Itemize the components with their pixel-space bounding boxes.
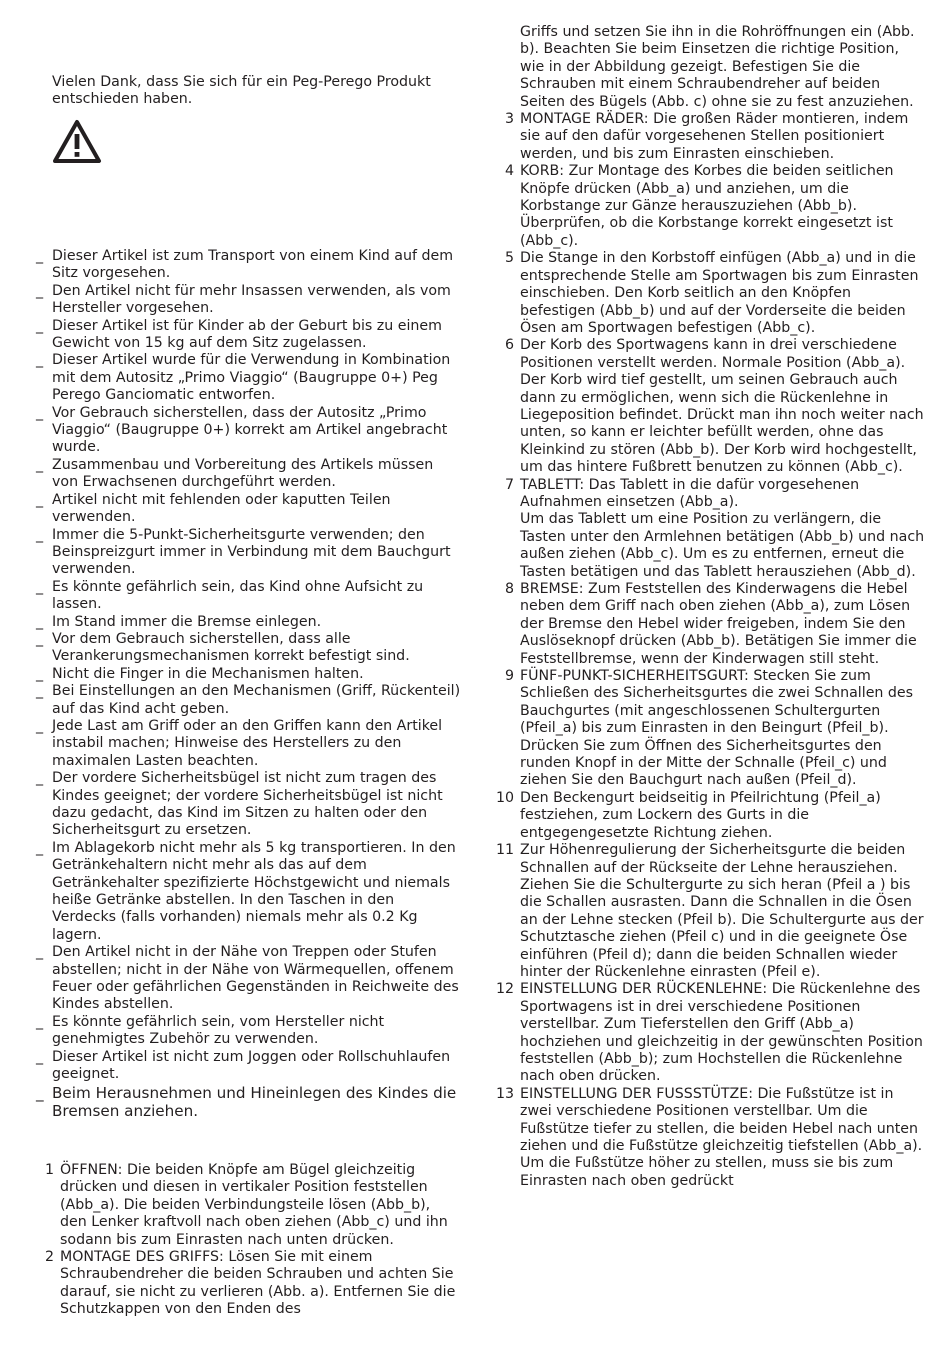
step-item: 8 BREMSE: Zum Feststellen des Kinderwagens die Hebel neben dem Griff nach oben ziehen (Abb_a), zum Lösen der Bremse den Hebel wider freigeben, indem Sie den Auslöseknopf drücken (Abb_b). Betätigen Sie immer die Feststellbremse, wenn der Kinderwagen still steht. [504, 581, 917, 667]
warning-item: _ Dieser Artikel ist zum Transport von einem Kind auf dem Sitz vorgesehen. [36, 248, 454, 282]
warning-item: _ Bei Einstellungen an den Mechanismen (Griff, Rückenteil) auf das Kind acht geben. [36, 683, 461, 717]
warnings-list [36, 248, 461, 1121]
warning-triangle-icon [52, 118, 102, 166]
warning-item: _ Dieser Artikel ist für Kinder ab der Geburt bis zu einem Gewicht von 15 kg auf dem Sitz zugelassen. [36, 317, 442, 352]
warning-item: _ Beim Herausnehmen und Hineinlegen des Kindes die Bremsen anziehen. [36, 1083, 457, 1121]
step-item: 7 TABLETT: Das Tablett in die dafür vorgesehenen Aufnahmen einsetzen (Abb_a). Um das Tablett um eine Position zu verlängern, die Tasten unter den Armlehnen betätigen (Abb_b) und nach außen ziehen (Abb_c). Um es zu entfernen, erneut die Tasten betätigen und das Tablett herausziehen (Abb_d). [504, 476, 925, 580]
step-continuation: Griffs und setzen Sie ihn in die Rohröffnungen ein (Abb. b). Beachten Sie beim Einsetzen die richtige Position, wie in der Abbildung gezeigt. Befestigen Sie die Schrauben mit einem Schraubendreher auf beiden Seiten des Bügels (Abb. c) ohne sie zu fest anzuziehen. [520, 24, 915, 110]
right-column [496, 24, 926, 1190]
warning-item: _ Es könnte gefährlich sein, das Kind ohne Aufsicht zu lassen. [36, 578, 424, 613]
step-item: 3 MONTAGE RÄDER: Die großen Räder montieren, indem sie auf den dafür vorgesehenen Stellen positioniert werden, und bis zum Einrasten einschieben. [504, 111, 909, 162]
step-item: 6 Der Korb des Sportwagens kann in drei verschiedene Positionen verstellt werden. Normale Position (Abb_a). Der Korb wird tief gestellt, um seinen Gebrauch auch dann zu ermöglichen, wenn sich die Rückenlehne in Liegeposition befindet. Drückt man ihn noch weiter nach unten, so kann er leichter befüllt werden, ohne das Kleinkind zu stören (Abb_b). Der Korb wird hochgestellt, um das hintere Fußbrett benutzen zu können (Abb_c). [504, 337, 924, 476]
warning-item: _ Den Artikel nicht in der Nähe von Treppen oder Stufen abstellen; nicht in der Nähe von Wärmequellen, offenem Feuer oder gefährlichen Gegenständen in Reichweite des Kindes abstellen. [36, 944, 459, 1013]
step-item: 11 Zur Höhenregulierung der Sicherheitsgurte die beiden Schnallen auf der Rückseite der Lehne herausziehen. Ziehen Sie die Schultergurte zu sich heran (Pfeil a ) bis die Schallen ausrasten. Dann die Schnallen in die Ösen an der Lehne stecken (Pfeil b). Die Schultergurte aus der Schutztasche ziehen (Pfeil c) und in die geeignete Öse einführen (Pfeil d); dann die beiden Schnallen wieder hinter der Rückenlehne einrasten (Pfeil e). [496, 842, 924, 980]
intro-text: Vielen Dank, dass Sie sich für ein Peg-Perego Produkt entschieden haben. [52, 74, 431, 108]
steps-list-left [36, 1162, 461, 1319]
step-item: 13 EINSTELLUNG DER FUSSSTÜTZE: Die Fußstütze ist in zwei verschiedene Positionen verstellbar. Um die Fußstütze tiefer zu stellen, die beiden Hebel nach unten ziehen und die Fußstütze gleichzeitig tiefstellen (Abb_a). Um die Fußstütze höher zu stellen, muss sie bis zum Einrasten nach oben gedrückt [496, 1085, 923, 1189]
warning-item: _ Der vordere Sicherheitsbügel ist nicht zum tragen des Kindes geeignet; der vordere Sicherheitsbügel ist nicht dazu gedacht, das Kind im Sitzen zu halten oder den Sicherheitsgurt zu ersetzen. [36, 770, 443, 839]
warning-item: _ Dieser Artikel ist nicht zum Joggen oder Rollschuhlaufen geeignet. [36, 1048, 451, 1083]
warning-item: _ Zusammenbau und Vorbereitung des Artikels müssen von Erwachsenen durchgeführt werden. [36, 456, 434, 491]
step-item: 2 MONTAGE DES GRIFFS: Lösen Sie mit einem Schraubendreher die beiden Schrauben und achten Sie darauf, sie nicht zu verlieren (Abb. a). Entfernen Sie die Schutzkappen von den Enden des [44, 1249, 456, 1318]
warning-item: _ Vor Gebrauch sicherstellen, dass der Autositz „Primo Viaggio“ (Baugruppe 0+) korrekt am Artikel angebracht wurde. [36, 404, 448, 456]
step-item: 5 Die Stange in den Korbstoff einfügen (Abb_a) und in die entsprechende Stelle am Sportwagen bis zum Einrasten einschieben. Den Korb seitlich an den Knöpfen befestigen (Abb_b) und auf der Vorderseite die beiden Ösen am Sportwagen befestigen (Abb_c). [504, 250, 919, 336]
warning-item: _ Jede Last am Griff oder an den Griffen kann den Artikel instabil machen; Hinweise des Herstellers zu den maximalen Lasten beachten. [36, 717, 443, 769]
warning-item: _ Es könnte gefährlich sein, vom Hersteller nicht genehmigtes Zubehör zu verwenden. [36, 1013, 385, 1048]
warning-item: _ Dieser Artikel wurde für die Verwendung in Kombination mit dem Autositz „Primo Viaggio“ (Baugruppe 0+) Peg Perego Ganciomatic entworfen. [36, 352, 451, 404]
step-item: 1 ÖFFNEN: Die beiden Knöpfe am Bügel gleichzeitig drücken und diesen in vertikaler Position feststellen (Abb_a). Die beiden Verbindungsteile lösen (Abb_b), den Lenker kraftvoll nach oben ziehen (Abb_c) und ihn sodann bis zum Einrasten nach unten drücken. [44, 1162, 448, 1248]
warning-item: _ Artikel nicht mit fehlenden oder kaputten Teilen verwenden. [36, 491, 391, 526]
steps-list-right [496, 24, 926, 1190]
warning-item: _ Im Stand immer die Bremse einlegen. [36, 613, 322, 630]
step-item: 9 FÜNF-PUNKT-SICHERHEITSGURT: Stecken Sie zum Schließen des Sicherheitsgurtes die zwei Schnallen des Bauchgurtes (mit angeschlossenen Schultergurten (Pfeil_a) bis zum Einrasten in den Beingurt (Pfeil_b). Drücken Sie zum Öffnen des Sicherheitsgurtes den runden Knopf in der Mitte der Schnalle (Pfeil_c) und ziehen Sie den Bauchgurt nach außen (Pfeil_d). [504, 668, 914, 789]
warning-item: _ Immer die 5-Punkt-Sicherheitsgurte verwenden; den Beinspreizgurt immer in Verbindung mit dem Bauchgurt verwenden. [36, 526, 451, 578]
step-item: 4 KORB: Zur Montage des Korbes die beiden seitlichen Knöpfe drücken (Abb_a) und anziehen, um die Korbstange zur Gänze herauszuziehen (Abb_b). Überprüfen, ob die Korbstange korrekt eingesetzt ist (Abb_c). [504, 163, 894, 249]
warning-item: _ Im Ablagekorb nicht mehr als 5 kg transportieren. In den Getränkehaltern nicht mehr als das auf dem Getränkehalter spezifizierte Höchstgewicht und niemals heiße Getränke abstellen. In den Taschen in den Verdecks (falls vorhanden) niemals mehr als 0.2 Kg lagern. [36, 839, 456, 943]
step-item: 12 EINSTELLUNG DER RÜCKENLEHNE: Die Rückenlehne des Sportwagens ist in drei verschiedene Positionen verstellbar. Zum Tieferstellen den Griff (Abb_a) hochziehen und gleichzeitig in der gewünschten Position feststellen (Abb_b); zum Hochstellen die Rückenlehne nach oben drücken. [496, 981, 923, 1085]
warning-item: _ Den Artikel nicht für mehr Insassen verwenden, als vom Hersteller vorgesehen. [36, 282, 451, 317]
warning-item: _ Vor dem Gebrauch sicherstellen, dass alle Verankerungsmechanismen korrekt befestigt sind. [36, 630, 410, 665]
warning-item: _ Nicht die Finger in die Mechanismen halten. [36, 665, 364, 682]
step-item: 10 Den Beckengurt beidseitig in Pfeilrichtung (Pfeil_a) festziehen, zum Lockern des Gurts in die entgegengesetzte Richtung ziehen. [496, 789, 881, 841]
